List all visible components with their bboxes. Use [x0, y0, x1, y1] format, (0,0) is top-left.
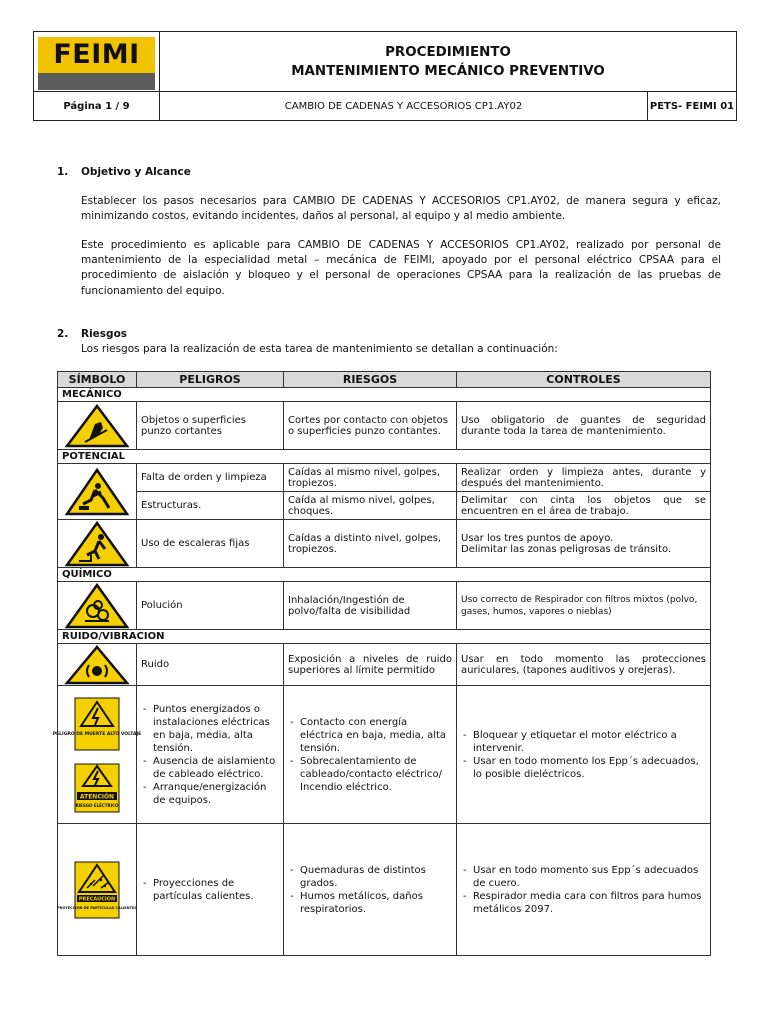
section-1-paragraph-2: Este procedimiento es aplicable para CAMBIO DE CADENAS Y ACCESORIOS CP1.AY02, realizado por personal de mantenimiento de la especialidad metal – mecánica de FEIMI, apoyado por el personal eléctrico CPSAA para el procedimiento de aislación y bloqueo y el personal de operaciones CPSAA para la realización de las pruebas de funcionamiento del equipo. [81, 239, 721, 297]
list-item: - Usar en todo momento los Epp´s adecuados, lo posible dieléctricos. [473, 755, 706, 781]
noise-hazard-icon [58, 644, 137, 686]
table-row [58, 520, 711, 568]
section-1-paragraph-1: Establecer los pasos necesarios para CAMBIO DE CADENAS Y ACCESORIOS CP1.AY02, de manera segura y eficaz, minimizando costos, evitando incidentes, daños al personal, al equipo y al medio ambiente. [81, 195, 721, 223]
fall-hazard-icon [58, 520, 137, 568]
sign-text: PROYECCION DE PARTICULAS CALIENTES [57, 905, 137, 910]
page-number: Página 1 / 9 [34, 92, 160, 121]
table-row [58, 464, 711, 492]
list-item: - Sobrecalentamiento de cableado/contacto eléctrico/ Incendio eléctrico. [300, 755, 452, 794]
riesgo-cell: Exposición a niveles de ruido superiores al límite permitido [284, 644, 457, 686]
list-item: - Proyecciones de partículas calientes. [153, 877, 279, 903]
peligro-cell: Uso de escaleras fijas [137, 520, 284, 568]
peligro-cell: Falta de orden y limpieza [137, 464, 284, 492]
riesgo-cell: Caídas a distinto nivel, golpes, tropiezos. [284, 520, 457, 568]
list-item: - Usar en todo momento sus Epp´s adecuados de cuero. [473, 864, 706, 890]
riesgo-cell: Caídas al mismo nivel, golpes, tropiezos. [284, 464, 457, 492]
table-row [58, 824, 711, 956]
control-cell: Uso correcto de Respirador con filtros mixtos (polvo, gases, humos, vapores o nieblas) [457, 582, 711, 630]
table-row [58, 686, 711, 824]
hot-particles-sign-icon [57, 860, 137, 920]
document-header [33, 31, 737, 121]
table-row [58, 644, 711, 686]
cut-hazard-icon [58, 402, 137, 450]
section-2-number: 2. [57, 328, 69, 340]
control-line: Usar los tres puntos de apoyo. [461, 532, 614, 544]
title-line-1: PROCEDIMIENTO [385, 44, 511, 60]
list-item: - Respirador media cara con filtros para humos metálicos 2097. [473, 890, 706, 916]
riesgo-cell: Inhalación/Ingestión de polvo/falta de visibilidad [284, 582, 457, 630]
sign-text: PELIGRO DE MUERTE ALTO VOLTAJE [52, 731, 142, 737]
control-line: Delimitar las zonas peligrosas de tránsito. [461, 543, 672, 555]
header-peligros: PELIGROS [137, 372, 284, 388]
chemical-hazard-icon [58, 582, 137, 630]
category-mecanico: MECÁNICO [58, 388, 711, 402]
electrical-risk-sign-icon [71, 762, 123, 814]
sign-title: PRECAUCION [78, 896, 116, 902]
riesgo-cell: Caída al mismo nivel, golpes, choques. [284, 492, 457, 520]
control-cell: Realizar orden y limpieza antes, durante y después del mantenimiento. [457, 464, 711, 492]
peligro-cell: Objetos o superficies punzo cortantes [137, 402, 284, 450]
trip-hazard-icon [58, 464, 137, 520]
list-item: - Puntos energizados o instalaciones eléctricas en baja, media, alta tensión. [153, 703, 279, 755]
list-item: - Ausencia de aislamiento de cableado eléctrico. [153, 755, 279, 781]
header-riesgos: RIESGOS [284, 372, 457, 388]
risk-table [52, 371, 711, 956]
riesgo-cell: Cortes por contacto con objetos o superficies punzo contantes. [284, 402, 457, 450]
section-2-title: Riesgos [81, 328, 128, 340]
list-item: - Humos metálicos, daños respiratorios. [300, 890, 452, 916]
document-title [160, 32, 737, 92]
peligro-cell: Estructuras. [137, 492, 284, 520]
hot-particles-icon [58, 824, 137, 956]
header-simbolo: SÍMBOLO [58, 372, 137, 388]
control-cell [457, 686, 711, 824]
table-row [58, 402, 711, 450]
peligro-cell [137, 686, 284, 824]
logo-cell [34, 32, 160, 92]
section-1-title: Objetivo y Alcance [81, 166, 191, 178]
control-cell [457, 520, 711, 568]
category-quimico: QUÍMICO [58, 568, 711, 582]
control-cell: Delimitar con cinta los objetos que se encuentren en el área de trabajo. [457, 492, 711, 520]
high-voltage-sign-icon [52, 696, 142, 752]
section-2-intro: Los riesgos para la realización de esta tarea de mantenimiento se detallan a continuación: [81, 343, 558, 355]
header-controles: CONTROLES [457, 372, 711, 388]
category-ruido: RUIDO/VIBRACION [58, 630, 711, 644]
riesgo-cell [284, 824, 457, 956]
document-code: PETS- FEIMI 01 [648, 92, 737, 121]
feimi-logo [38, 37, 155, 90]
list-item: - Bloquear y etiquetar el motor eléctrico a intervenir. [473, 729, 706, 755]
electrical-hazard-icons [52, 686, 142, 824]
sign-text: RIESGO ELÉCTRICO [75, 802, 119, 808]
control-cell: Uso obligatorio de guantes de seguridad durante toda la tarea de mantenimiento. [457, 402, 711, 450]
sign-title: ATENCIÓN [79, 793, 115, 800]
peligro-cell: Polución [137, 582, 284, 630]
category-potencial: POTENCIAL [58, 450, 711, 464]
list-item: - Contacto con energía eléctrica en baja, media, alta tensión. [300, 716, 452, 755]
list-item: - Arranque/energización de equipos. [153, 781, 279, 807]
logo-text: FEIMI [38, 37, 155, 73]
section-1-number: 1. [57, 166, 69, 178]
control-cell [457, 824, 711, 956]
peligro-cell [137, 824, 284, 956]
list-item: - Quemaduras de distintos grados. [300, 864, 452, 890]
peligro-cell: Ruido [137, 644, 284, 686]
document-reference: CAMBIO DE CADENAS Y ACCESORIOS CP1.AY02 [160, 92, 648, 121]
table-row [58, 492, 711, 520]
riesgo-cell [284, 686, 457, 824]
control-cell: Usar en todo momento las protecciones auriculares, (tapones auditivos y orejeras). [457, 644, 711, 686]
title-line-2: MANTENIMIENTO MECÁNICO PREVENTIVO [291, 63, 605, 79]
table-row [58, 582, 711, 630]
